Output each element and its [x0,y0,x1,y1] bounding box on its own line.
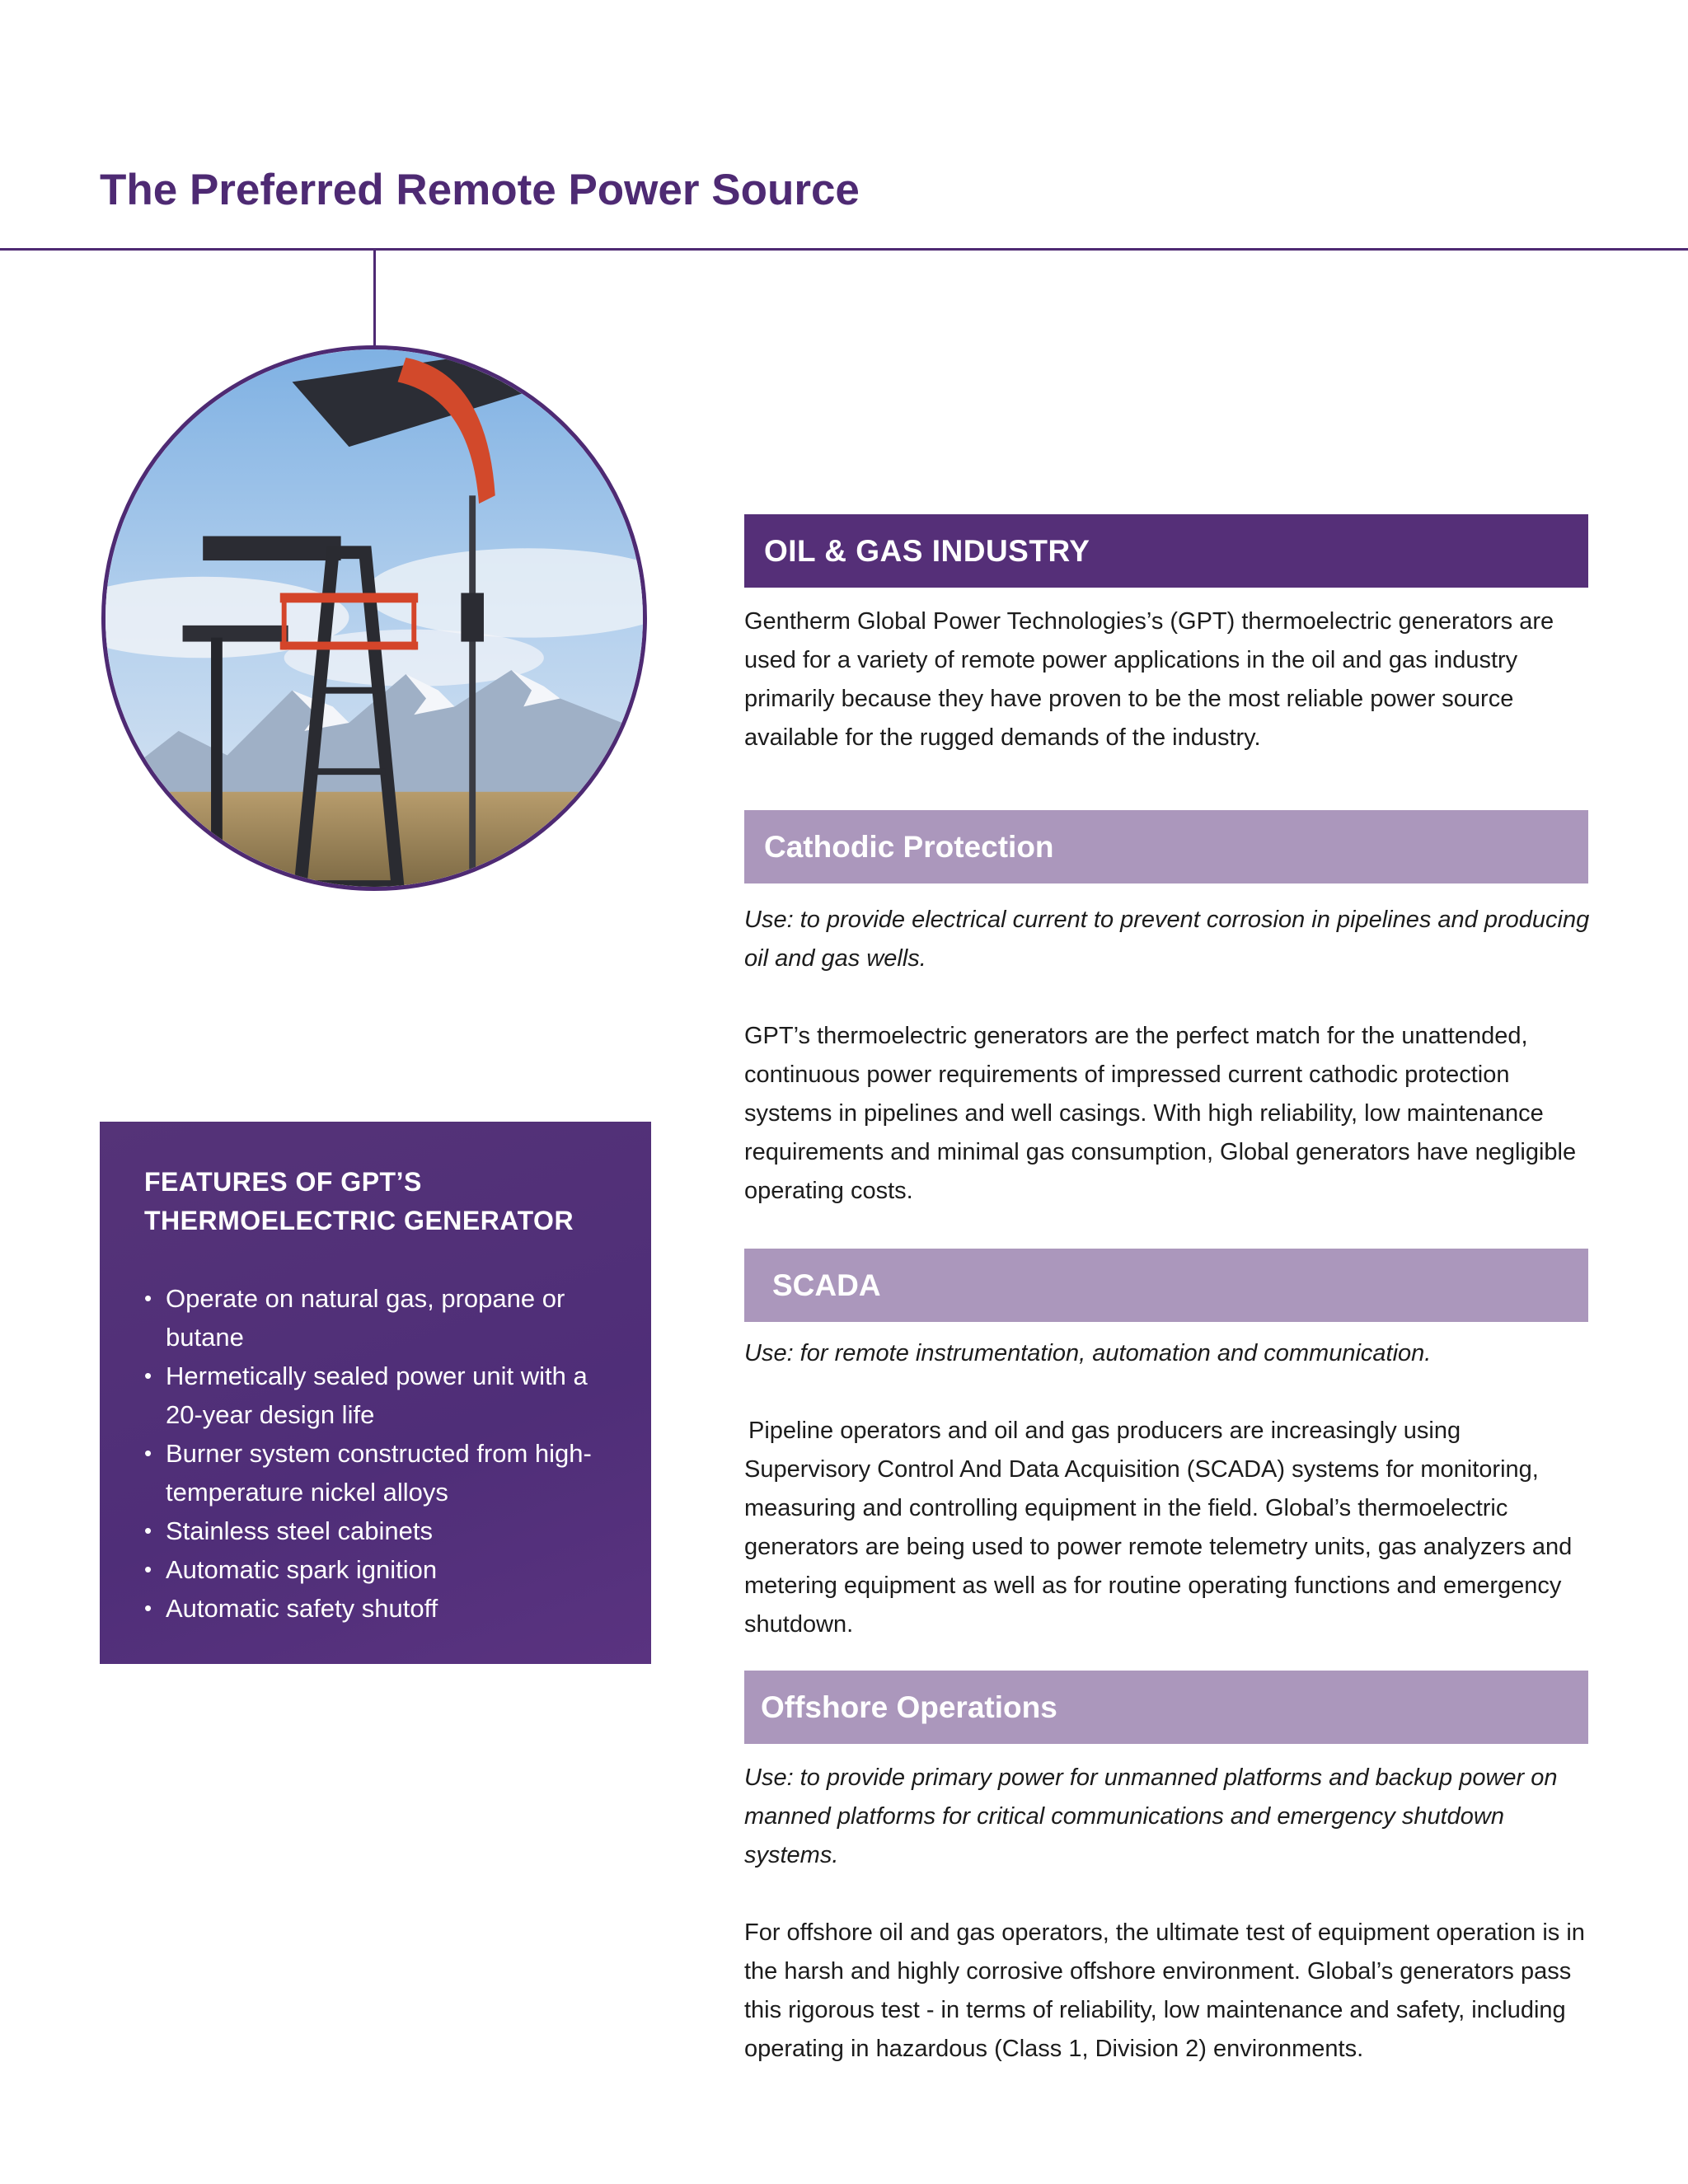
feature-item: • Stainless steel cabinets [144,1511,594,1550]
feature-item: • Operate on natural gas, propane or butane [144,1279,594,1357]
feature-item: • Automatic safety shutoff [144,1589,594,1628]
cathodic-use: Use: to provide electrical current to prevent corrosion in pipelines and producing oil and gas wells. [744,907,1590,972]
offshore-use: Use: to provide primary power for unmanned platforms and backup power on manned platforms for critical communications and emergency shutdown systems. [744,1765,1558,1868]
feature-item: • Burner system constructed from high-temperature nickel alloys [144,1434,594,1511]
feature-item: • Hermetically sealed power unit with a 20-year design life [144,1357,594,1434]
pumpjack-illustration [106,349,643,887]
scada-use: Use: for remote instrumentation, automation and communication. [744,1340,1432,1366]
page-title: The Preferred Remote Power Source [100,166,860,214]
features-box [100,1122,651,1664]
title-connector-line [373,248,376,345]
pumpjack-photo [101,345,647,891]
scada-body: Pipeline operators and oil and gas producers are increasingly using Supervisory Control And Data Acquisition (SCADA) systems for monitoring, measuring and controlling equipment in the field. Global’s thermoelectric generators are being used to power remote telemetry units, gas analyzers and metering equipment as well as for routine operating functions and emergency shutdown. [744,1418,1573,1638]
section-heading-offshore: Offshore Operations [744,1671,1588,1744]
cathodic-body: GPT’s thermoelectric generators are the perfect match for the unattended, continuous power requirements of impressed current cathodic protection systems in pipelines and well casings. With high reliability, low maintenance requirements and minimal gas consumption, Global generators have negligible operating costs. [744,1023,1577,1204]
oil-gas-body: Gentherm Global Power Technologies’s (GPT) thermoelectric generators are used for a variety of remote power applications in the oil and gas industry primarily because they have proven to be the most reliable power source available for the rugged demands of the industry. [744,608,1554,751]
offshore-body: For offshore oil and gas operators, the ultimate test of equipment operation is in the harsh and highly corrosive offshore environment. Global’s generators pass this rigorous test - in terms of reliability, low maintenance and safety, including operating in hazardous (Class 1, Division 2) environments. [744,1919,1585,2062]
features-heading: FEATURES OF GPT’S THERMOELECTRIC GENERATOR [144,1167,574,1235]
title-divider [0,248,1688,251]
section-heading-oil-gas: OIL & GAS INDUSTRY [744,514,1588,588]
section-heading-scada: SCADA [744,1249,1588,1322]
feature-item: • Automatic spark ignition [144,1550,594,1589]
section-heading-cathodic: Cathodic Protection [744,810,1588,883]
features-list [144,1279,618,1628]
